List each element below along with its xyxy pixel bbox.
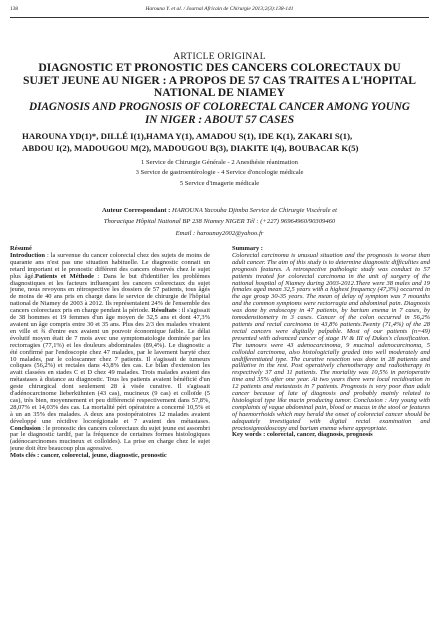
summary-keywords xyxy=(232,432,430,439)
corresponding-line-1: HAROUNA Yacouba Djimba Service de Chirurgie Viscérale et xyxy=(171,207,337,214)
intro-text: : la survenue du cancer colorectal chez des sujets de moins de quarante ans n'est pas une situation habituelle. Le diagnostic connait un retard important et le pronostic différent des cancers observés chez le sujet plus âgé. xyxy=(10,251,210,280)
page-number: 138 xyxy=(10,6,19,12)
resume-body xyxy=(10,253,210,453)
journal-citation: Harouna Y. et al. / Journal Africain de Chirurgie 2013;2(3):138-141 xyxy=(145,6,294,12)
corresponding-line-2: Thoracique Hôpital National BP 238 Niamey NIGER Tél : (+227) 96964960/90309460 xyxy=(103,218,336,226)
authors-line-1: HAROUNA YD(1)*, DILLÉ I(1),HAMA Y(1), AMADOU S(1), IDE K(1), ZAKARI S(1), xyxy=(22,131,353,141)
authors-line-2: ABDOU I(2), MADOUGOU M(2), MADOUGOU B(3), DIAKITE I(4), BOUBACAR K(5) xyxy=(22,143,359,153)
corresponding-author xyxy=(22,205,417,239)
title-french: DIAGNOSTIC ET PRONOSTIC DES CANCERS COLORECTAUX DU SUJET JEUNE AU NIGER : A PROPOS DE 57 CAS TRAITES A L'HOPITAL NATIONAL DE NIAMEY xyxy=(23,61,416,99)
methods-text: : Dans le but d'identifier les problèmes diagnostiques et les facteurs influençant les cancers colorectaux du sujet jeune, nous revoyons en rétrospective les dossiers de 57 patients, tous âgés de moins de 40 ans pris en charge dans le service de chirurgie de l'hôpital national de Niamey de 2003 à 2012. Ils représentaient 24% de l'ensemble des cancers colorectaux pris en charge pendant la période. xyxy=(10,272,210,315)
affiliation-1: 1 Service de Chirurgie Générale - 2 Anesthésie réanimation xyxy=(141,159,298,166)
results-text: : il s'agissait de 38 hommes et 19 femmes d'un âge moyen de 32,5 ans et dont 47,3% avaient un âge compris entre 30 et 35 ans. Plus des 2/3 des malades vivaient en ville et ¾ d'entre eux avaient un pouvoir économique faible. Le délai évolutif moyen était de 7 mois avec une symptomatologie dominée par les rectorragies (77,1%) et les douleurs abdominales (89,4%). Le diagnostic a été confirmé par l'endoscopie chez 47 malades, par le lavement baryté chez 10 malades, par le coloscanner chez 7 patients. Il s'agissait de tumeurs coliques (56,2%) et rectales dans 43,8% des cas. Le bilan d'extension les avait classées en stades C et D chez 49 malades. Trois malades avaient des métastases à distance au diagnostic. Tous les patients avaient bénéficié d'un geste chirurgical dont seulement 28 à visée curative. Il s'agissait d'adénocarcinome lieberkühnien (43 cas), mucineux (9 cas) et colloïde (5 cas), très bien, moyennement et peu différencié respectivement dans 57,8%, 28,07% et 14,03% des cas. La mortalité péri opératoire a concerné 10,5% et à un an 35% des malades. A deux ans postopératoires 12 malades avaient développé une récidive locorégionale et 7 avaient des métastases. xyxy=(10,307,210,425)
summary-heading: Summary : xyxy=(232,245,263,252)
keywords-text-en: : colorectal, cancer, diagnosis, prognosis xyxy=(261,431,373,439)
resume-heading: Résumé xyxy=(10,245,32,252)
intro-label: Introduction xyxy=(10,251,45,259)
summary-body: Colorectal carcinoma is unusual situation and the prognosis is worse than adult cancer. The aim of this study is to determine diagnostic difficulties and prognosis features. A retrospective pathologic study was conduct to 57 patients treated for colorectal carcinoma in the unit of surgery of the national hospital of Niamey during 2003-2012.There were 38 males and 19 females aged mean 32,5 years with a highest frequency (47,3%) occurred in the age group 30-35 years. The mean of delay of symptom was 7 mounths and the common symptoms were rectorragia and abdominal pain. Diagnosis was done by endoscopy in 47 patients, by barium enema in 7 cases, by tomodensitometry in 3 cases. Cancer of the colon occurred in 56,2% patients and rectal carcinoma in 43,8% patients.Twenty (71,4%) of the 28 rectal cancers were digitally palpable. Most of our patients (n=49) presented with advanced cancer of stage IV & III of Dukes's classification. The tumours were 43 adenocarcinoma, 9 mucinal adenocarcinoma, 5 colloidal carcinoma, also histologicially graded into well moderately and undifferentiated type. The curative resection was done in 28 patients and palliative in the rest. Post operatively chemotherapy and radiotherapy in respectively 37 and 11 patients. The mortality was 10,5% in perioperativ time and 35% after one year. At two years there were local recidivation in 12 patients and metastasis in 7 patients. Prognosis is very poor than adult cancer because of late of diagnosis and probably mainly related to histological type like mucin producing tumor. Conclusion : Any young with complaints of vague abdominal pain, blood or mucus in the stool or features of haemorrhoids which may herald the onset of colorectal cancer should be adequately investigated with digital rectal examination and proctosigmoidoscopy and barium enema where appropriate. xyxy=(232,251,430,432)
corresponding-label: Auteur Correspondant : xyxy=(102,207,171,214)
title-english: DIAGNOSIS AND PROGNOSIS OF COLORECTAL CANCER AMONG YOUNG IN NIGER : ABOUT 57 CASES xyxy=(29,101,410,126)
header-rule xyxy=(10,17,429,18)
affiliations xyxy=(0,158,439,189)
keywords-label: Mots clés xyxy=(10,452,36,460)
summary-column xyxy=(232,246,430,439)
results-label: Résultats xyxy=(151,307,177,315)
conclusion-text: : le pronostic des cancers colorectaux du sujet jeune est assombri par le diagnostic tardif, par la fréquence de certaines formes histologiques (adénocarcinomes mucineux et colloïdes). La prise en charge chez le sujet jeune doit être beaucoup plus agressive. xyxy=(10,424,210,453)
conclusion-label: Conclusion xyxy=(10,424,41,432)
affiliation-2: 3 Service de gastroentérologie - 4 Service d'oncologie médicale xyxy=(135,169,304,177)
corresponding-email[interactable]: Email : harounay2002@yahoo.fr xyxy=(175,229,264,237)
methods-label: Patients et Méthode xyxy=(35,272,94,280)
keywords-text: : cancer, colorectal, jeune, diagnostic, pronostic xyxy=(35,452,167,460)
resume-keywords xyxy=(10,453,210,460)
affiliation-3: 5 Service d'imagerie médicale xyxy=(179,179,260,187)
author-list xyxy=(22,130,421,154)
article-type: ARTICLE ORIGINAL xyxy=(173,52,266,62)
keywords-label-en: Key words xyxy=(232,431,262,439)
resume-column xyxy=(10,246,210,460)
